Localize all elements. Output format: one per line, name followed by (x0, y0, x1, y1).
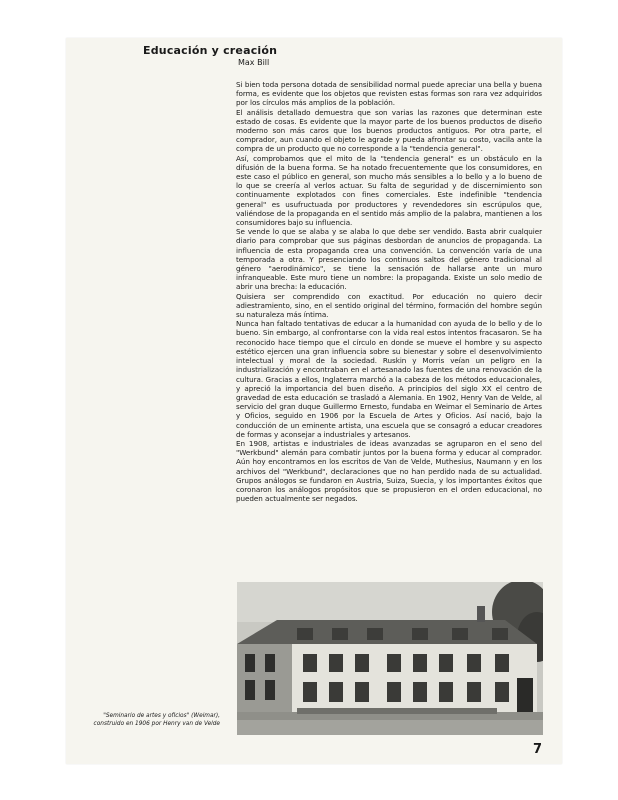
paragraph-7: En 1908, artistas e industriales de ideas avanzadas se agruparon en el seno del "Werkbund" alemán para combatir juntos por la buena forma y educar al comprador. Aún hoy encontramos en los escritos de Van de Velde, Muthesius, Naumann y en los archivos del "Werkbund", declaraciones que no han perdido nada de su actualidad. Grupos análogos se fundaron en Austria, Suiza, Suecia, y los importantes éxitos que coronaron los análogos propósitos que se propusieron en el orden educacional, no pueden actualmente ser negados. (236, 438, 542, 504)
building-photo (237, 582, 543, 735)
building-illustration (237, 582, 543, 735)
article-title: Educación y creación (143, 44, 278, 57)
photo-caption: "Seminario de artes y oficios" (Weimar), construido en 1906 por Henry van de Velde (93, 713, 220, 727)
paragraph-4: Se vende lo que se alaba y se alaba lo que debe ser vendido. Basta abrir cualquier diario para comprobar que sus páginas desbordan de anuncios de propaganda. La influencia de esta propaganda crea una convención. La convención varía de una temporada a otra. Y presenciando los continuos saltos del género tradicional al género "aerodinámico", se tiene la sensación de hallarse ante un muro infranqueable. Este muro tiene un nombre: la propaganda. Existe un solo medio de abrir una brecha: la educación. (236, 227, 542, 292)
paragraph-2: El análisis detallado demuestra que son varias las razones que determinan este estado de cosas. Es evidente que la mayor parte de los buenos productos de diseño moderno son más caros que los buenos productos antiguos. Por otra parte, el comprador, aun cuando el objeto le agrade y pueda afrontar su costo, vacila ante la compra de un producto que no corresponde a la "tendencia general". (236, 107, 542, 154)
paragraph-3: Así, comprobamos que el mito de la "tendencia general" es un obstáculo en la difusión de la buena forma. Se ha notado frecuentemente que los consumidores, en este caso el público en general, son mucho más sensibles a lo bello y a lo bueno de lo que se creería al verlos actuar. Su falta de seguridad y de discernimiento son continuamente explotados con fines comerciales. Este indefinible "tendencia general" es usufructuada por productores y revendedores sin escrúpulos que, valiéndose de la propaganda en el sentido más amplio de la palabra, mantienen a los consumidores bajo su influencia. (236, 153, 542, 228)
paragraph-1: Si bien toda persona dotada de sensibilidad normal puede apreciar una bella y buena forma, es evidente que los objetos que revisten estas formas son rara vez adquiridos por los círculos más amplios de la población. (236, 80, 542, 108)
article-body (236, 80, 542, 503)
page-number: 7 (533, 742, 543, 757)
paragraph-5: Quisiera ser comprendido con exactitud. Por educación no quiero decir adiestramiento, sino, en el sentido original del término, formación del hombre según su naturaleza más íntima. (236, 291, 542, 320)
paragraph-6: Nunca han faltado tentativas de educar a la humanidad con ayuda de lo bello y de lo bueno. Sin embargo, al confrontarse con la vida real estos intentos fracasaron. Se ha reconocido hace tiempo que el círculo en donde se mueve el hombre y su aspecto estético ejercen una gran influencia sobre su bienestar y sobre el desenvolvimiento intelectual y moral de la sociedad. Ruskin y Morris veían un peligro en la industrialización y encontraban en el artesanado las fuentes de una renovación de la cultura. Gracias a ellos, Inglaterra marchó a la cabeza de los métodos educacionales, y apreció la importancia del buen diseño. A principios del siglo XX el centro de gravedad de esta educación se trasladó a Alemania. En 1902, Henry Van de Velde, al servicio del gran duque Guillermo Ernesto, fundaba en Weimar el Seminario de Artes y Oficios, seguido en 1906 por la Escuela de Artes y Oficios. Así nació, bajo la conducción de un eminente artista, una escuela que se consagró a educar creadores de formas y aconsejar a industriales y artesanos. (236, 319, 542, 439)
article-author: Max Bill (238, 58, 270, 67)
